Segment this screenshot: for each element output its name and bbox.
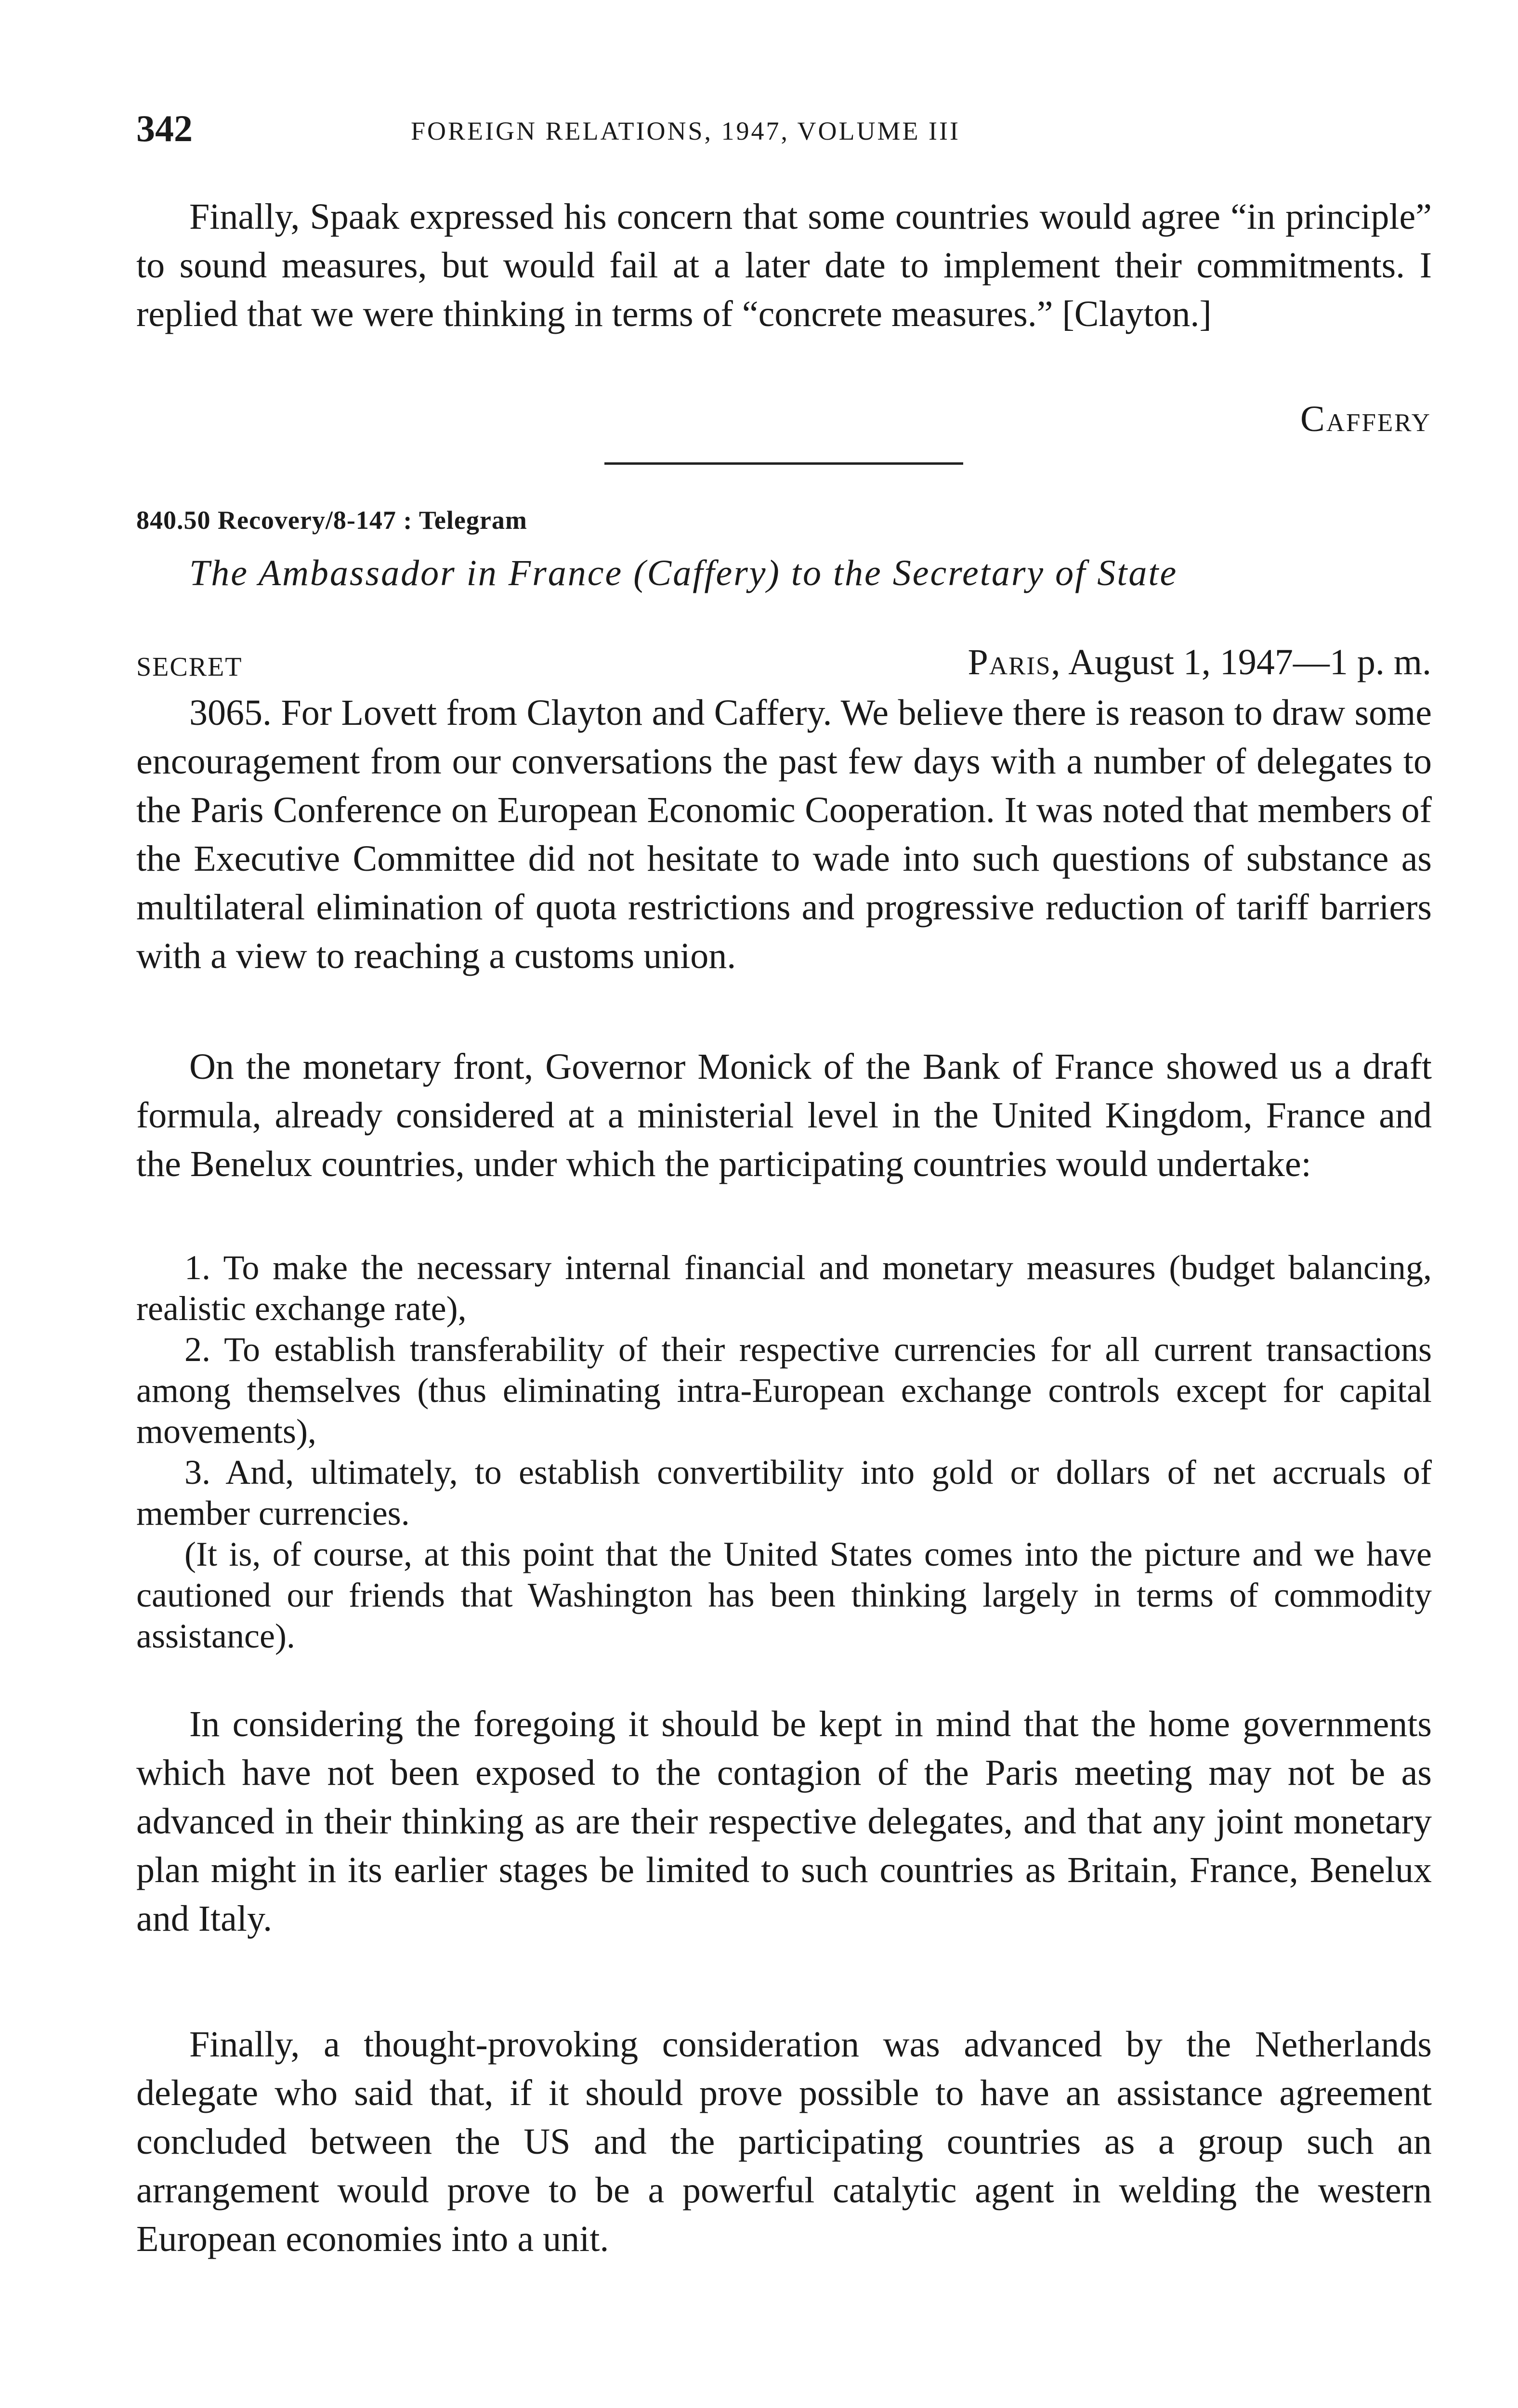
formula-list <box>136 1247 1432 1657</box>
formula-item-3: 3. And, ultimately, to establish convertibility into gold or dollars of net accruals of member currencies. <box>136 1453 1432 1532</box>
page-header <box>136 107 1432 150</box>
formula-item-1: 1. To make the necessary internal financial and monetary measures (budget balancing, realistic exchange rate), <box>136 1248 1432 1328</box>
classification-label: SECRET <box>136 652 243 682</box>
formula-item-2: 2. To establish transferability of their respective currencies for all current transactions among themselves (thus eliminating intra-European exchange controls except for capital movements), <box>136 1330 1432 1451</box>
document-title: The Ambassador in France (Caffery) to the Secretary of State <box>189 553 1178 593</box>
formula-note: (It is, of course, at this point that the United States comes into the picture and we have cautioned our friends that Washington has been thinking largely in terms of commodity assistance). <box>136 1535 1432 1655</box>
dateline-date: August 1, 1947—1 p. m. <box>1061 642 1431 682</box>
running-head-volume: III <box>929 117 960 145</box>
paragraph-intro: 3065. For Lovett from Clayton and Caffery. We believe there is reason to draw some encouragement from our conversations the past few days with a number of delegates to the Paris Conference on European Economic Cooperation. It was noted that members of the Executive Committee did not hesitate to wade into such questions of substance as multilateral elimination of quota restrictions and progressive reduction of tariff barriers with a view to reaching a customs union. <box>136 693 1432 976</box>
paragraph-monetary: On the monetary front, Governor Monick of the Bank of France showed us a draft formula, already considered at a ministerial level in the United Kingdom, France and the Benelux countries, under which the participating countries would undertake: <box>136 1047 1432 1184</box>
section-divider <box>604 462 963 465</box>
dateline-city: Paris, <box>968 642 1061 682</box>
paragraph-considering: In considering the foregoing it should be kept in mind that the home governments which have not been exposed to the contagion of the Paris meeting may not be as advanced in their thinking as are their respective delegates, and that any joint monetary plan might in its earlier stages be limited to such countries as Britain, France, Benelux and Italy. <box>136 1704 1432 1939</box>
running-head-title: FOREIGN RELATIONS, 1947, VOLUME <box>411 117 929 145</box>
dateline <box>968 638 1431 686</box>
running-head <box>411 112 960 150</box>
signature: Caffery <box>1300 399 1431 439</box>
page-number: 342 <box>136 107 193 149</box>
file-reference: 840.50 Recovery/8-147 : Telegram <box>136 506 527 535</box>
paragraph-finally: Finally, a thought-provoking consideration was advanced by the Netherlands delegate who said that, if it should prove possible to have an assistance agreement concluded between the US and the participating countries as a group such an arrangement would prove to be a powerful catalytic agent in welding the western European economies into a unit. <box>136 2024 1432 2259</box>
previous-closing-paragraph: Finally, Spaak expressed his concern that some countries would agree “in principle” to sound measures, but would fail at a later date to implement their commitments. I replied that we were thinking in terms of “concrete measures.” [Clayton.] <box>136 196 1432 334</box>
